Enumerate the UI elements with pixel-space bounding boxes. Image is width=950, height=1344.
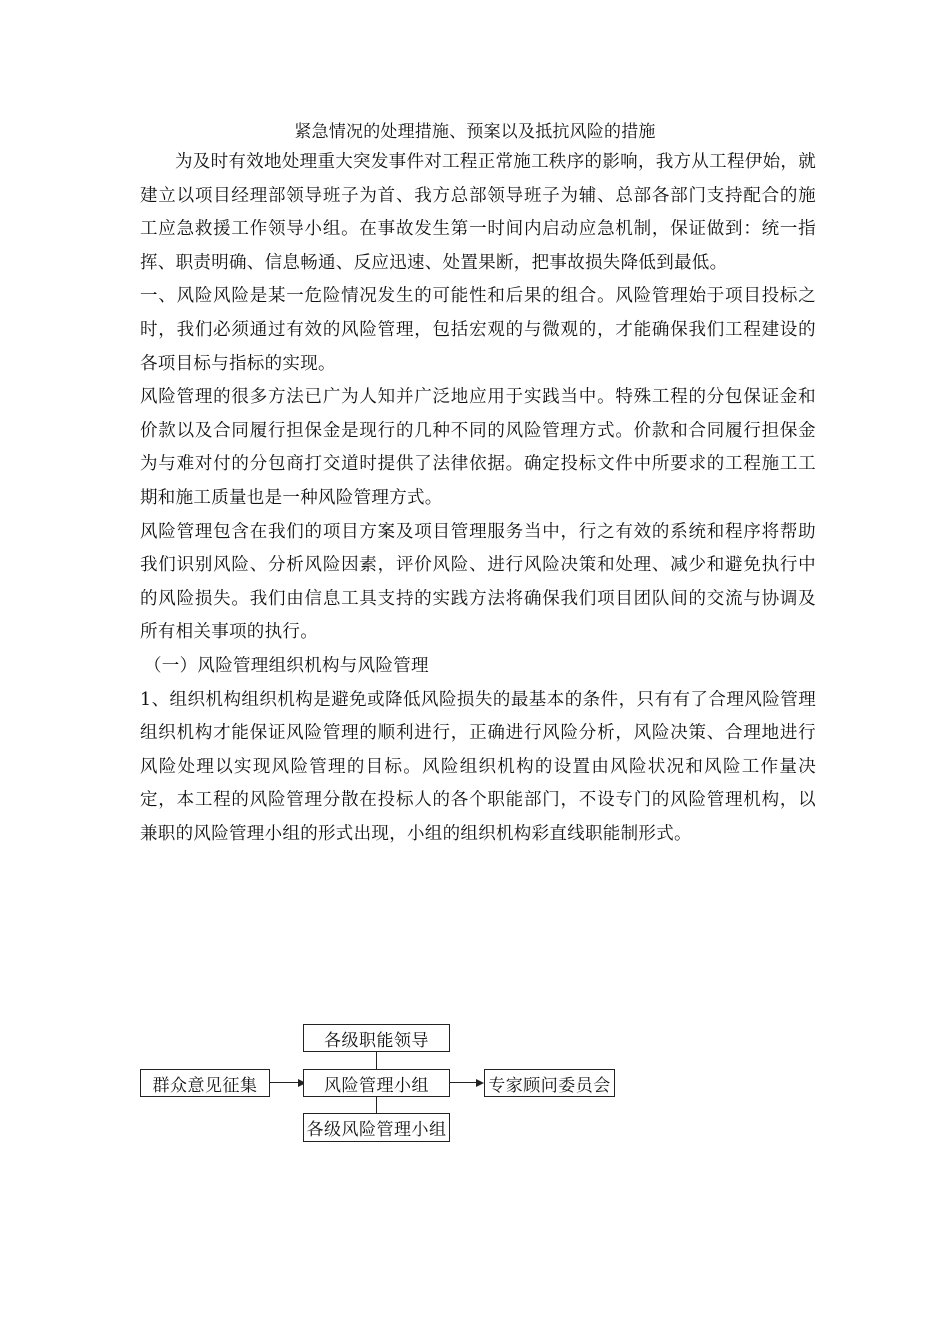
box-risk-subteams: 各级风险管理小组 [303, 1113, 450, 1142]
box-public-opinion: 群众意见征集 [140, 1069, 270, 1097]
box-risk-team: 风险管理小组 [303, 1069, 450, 1097]
box-expert-committee: 专家顾问委员会 [484, 1069, 615, 1097]
connector-top [376, 1052, 377, 1070]
box-functional-leaders: 各级职能领导 [303, 1024, 450, 1052]
arrow-right-head [476, 1079, 484, 1087]
paragraph-organization: 1、组织机构组织机构是避免或降低风险损失的最基本的条件，只有有了合理风险管理组织机构才能保证风险管理的顺利进行，正确进行风险分析，风险决策、合理地进行风险处理以实现风险管理的目标。风险组织机构的设置由风险状况和风险工作量决定，本工程的风险管理分散在投标人的各个职能部门，不设专门的风险管理机构，以兼职的风险管理小组的形式出现，小组的组织机构彩直线职能制形式。 [140, 689, 816, 844]
document-title: 紧急情况的处理措施、预案以及抵抗风险的措施 [294, 122, 656, 142]
paragraph-risk-system: 风险管理包含在我们的项目方案及项目管理服务当中，行之有效的系统和程序将帮助我们识别风险、分析风险因素，评价风险、进行风险决策和处理、减少和避免执行中的风险损失。我们由信息工具支持的实践方法将确保我们项目团队间的交流与协调及所有相关事项的执行。 [140, 521, 816, 643]
paragraph-risk-definition: 一、风险风险是某一危险情况发生的可能性和后果的组合。风险管理始于项目投标之时，我们必须通过有效的风险管理，包括宏观的与微观的，才能确保我们工程建设的各项目标与指标的实现。 [140, 286, 816, 374]
section-heading: （一）风险管理组织机构与风险管理 [144, 655, 429, 676]
paragraph-intro: 为及时有效地处理重大突发事件对工程正常施工秩序的影响，我方从工程伊始，就建立以项目经理部领导班子为首、我方总部领导班子为辅、总部各部门支持配合的施工应急救援工作领导小组。在事故发生第一时间内启动应急机制，保证做到：统一指挥、职责明确、信息畅通、反应迅速、处置果断，把事故损失降低到最低。 [140, 152, 816, 273]
connector-bottom [376, 1096, 377, 1113]
connector-right [450, 1082, 478, 1083]
paragraph-risk-methods: 风险管理的很多方法已广为人知并广泛地应用于实践当中。特殊工程的分包保证金和价款以及合同履行担保金是现行的几种不同的风险管理方式。价款和合同履行担保金为与难对付的分包商打交道时提供了法律依据。确定投标文件中所要求的工程施工工期和施工质量也是一种风险管理方式。 [140, 387, 816, 508]
